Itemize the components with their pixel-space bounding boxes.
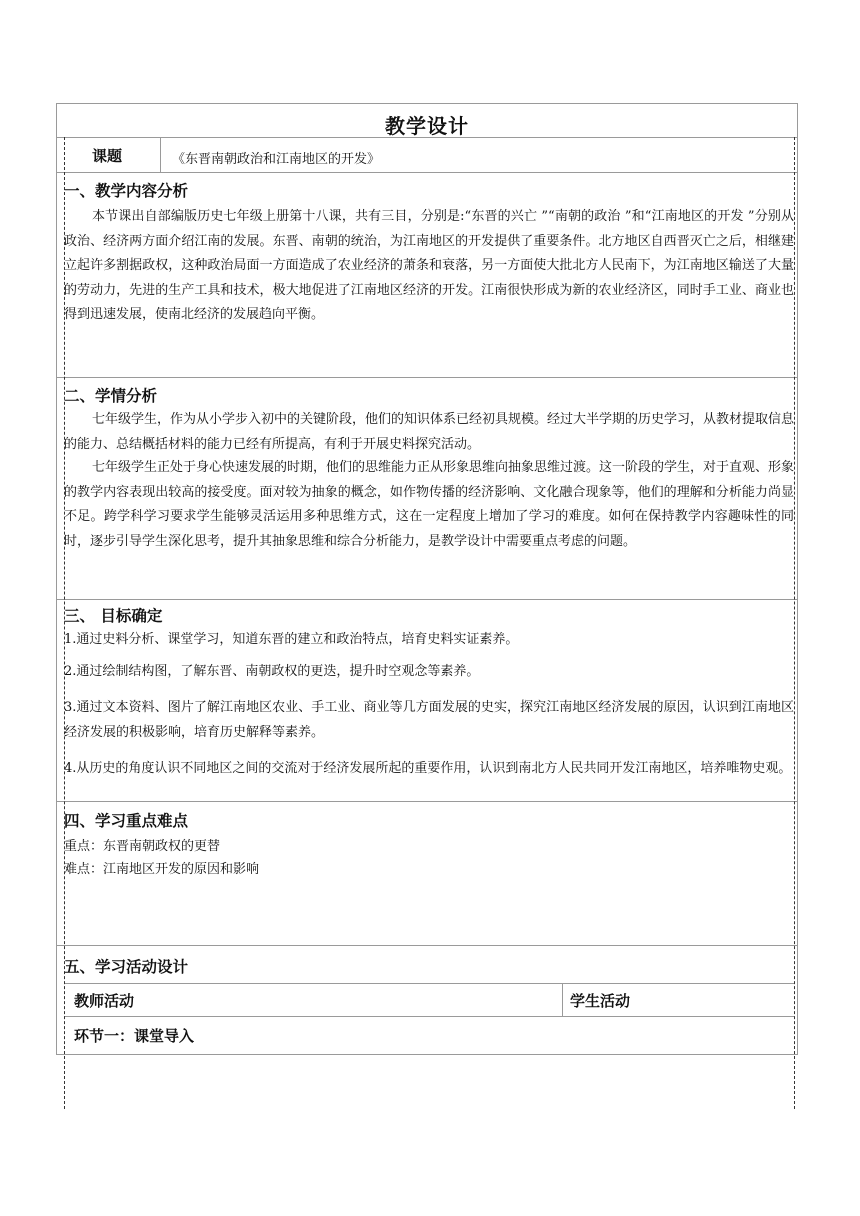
row-divider [64,983,794,984]
section-heading-key-points: 四、学习重点难点 [64,812,189,830]
student-analysis-paragraph-1: 七年级学生，作为从小学步入初中的关键阶段，他们的知识体系已经初具规模。经过大半学期的历史学习，从教材提取信息的能力、总结概括材料的能力已经有所提高，有利于开展史料探究活动。 [64,412,795,452]
row-divider [56,945,798,946]
objective-item: 4.从历史的角度认识不同地区之间的交流对于经济发展所起的重要作用，认识到南北方人民共同开发江南地区，培养唯物史观。 [64,761,792,776]
section-heading-objectives: 三、 目标确定 [64,607,163,625]
topic-value: 《东晋南朝政治和江南地区的开发》 [172,152,381,167]
activity-step-1: 环节一：课堂导入 [74,1027,195,1045]
right-margin-guide [794,137,795,1109]
section-heading-content-analysis: 一、教学内容分析 [64,182,189,200]
topic-label: 课题 [92,147,123,165]
objective-item: 3.通过文本资料、图片了解江南地区农业、手工业、商业等几方面发展的史实，探究江南地区经济发展的原因，认识到江南地区经济发展的积极影响，培育历史解释等素养。 [64,700,794,740]
content-analysis-paragraph: 本节课出自部编版历史七年级上册第十八课，共有三目，分别是:“东晋的兴亡 ”“南朝的政治 ”和“江南地区的开发 ”分别从政治、经济两方面介绍江南的发展。东晋、南朝的统治，为江南地区的开发提供了重要条件。北方地区自西晋灭亡之后，相继建立起许多割据政权，这种政治局面一方面造成了农业经济的萧条和衰落，另一方面使大批北方人民南下，为江南地区输送了大量的劳动力，先进的生产工具和技术，极大地促进了江南地区经济的开发。江南很快形成为新的农业经济区，同时手工业、商业也得到迅速发展，使南北经济的发展趋向平衡。 [64,209,794,322]
row-divider [56,172,798,173]
column-divider [160,137,161,172]
row-divider [56,801,798,802]
row-divider [64,1016,794,1017]
student-analysis-paragraph-2: 七年级学生正处于身心快速发展的时期，他们的思维能力正从形象思维向抽象思维过渡。这一阶段的学生，对于直观、形象的教学内容表现出较高的接受度。面对较为抽象的概念，如作物传播的经济影响、文化融合现象等，他们的理解和分析能力尚显不足。跨学科学习要求学生能够灵活运用多种思维方式，这在一定程度上增加了学习的难度。如何在保持教学内容趣味性的同时，逐步引导学生深化思考，提升其抽象思维和综合分析能力，是教学设计中需要重点考虑的问题。 [64,460,795,549]
objective-item: 1.通过史料分析、课堂学习，知道东晋的建立和政治特点，培育史料实证素养。 [64,632,519,647]
row-divider [56,377,798,378]
row-divider [56,599,798,600]
student-activity-header: 学生活动 [570,992,631,1010]
key-point-difficulty: 难点：江南地区开发的原因和影响 [64,862,260,877]
objective-item: 2.通过绘制结构图，了解东晋、南朝政权的更迭，提升时空观念等素养。 [64,664,480,679]
document-title: 教学设计 [385,114,469,138]
section-heading-activities: 五、学习活动设计 [64,958,189,976]
section-heading-student-analysis: 二、学情分析 [64,387,158,405]
key-point-focus: 重点：东晋南朝政权的更替 [64,839,221,854]
column-divider [562,983,563,1016]
teacher-activity-header: 教师活动 [74,992,135,1010]
